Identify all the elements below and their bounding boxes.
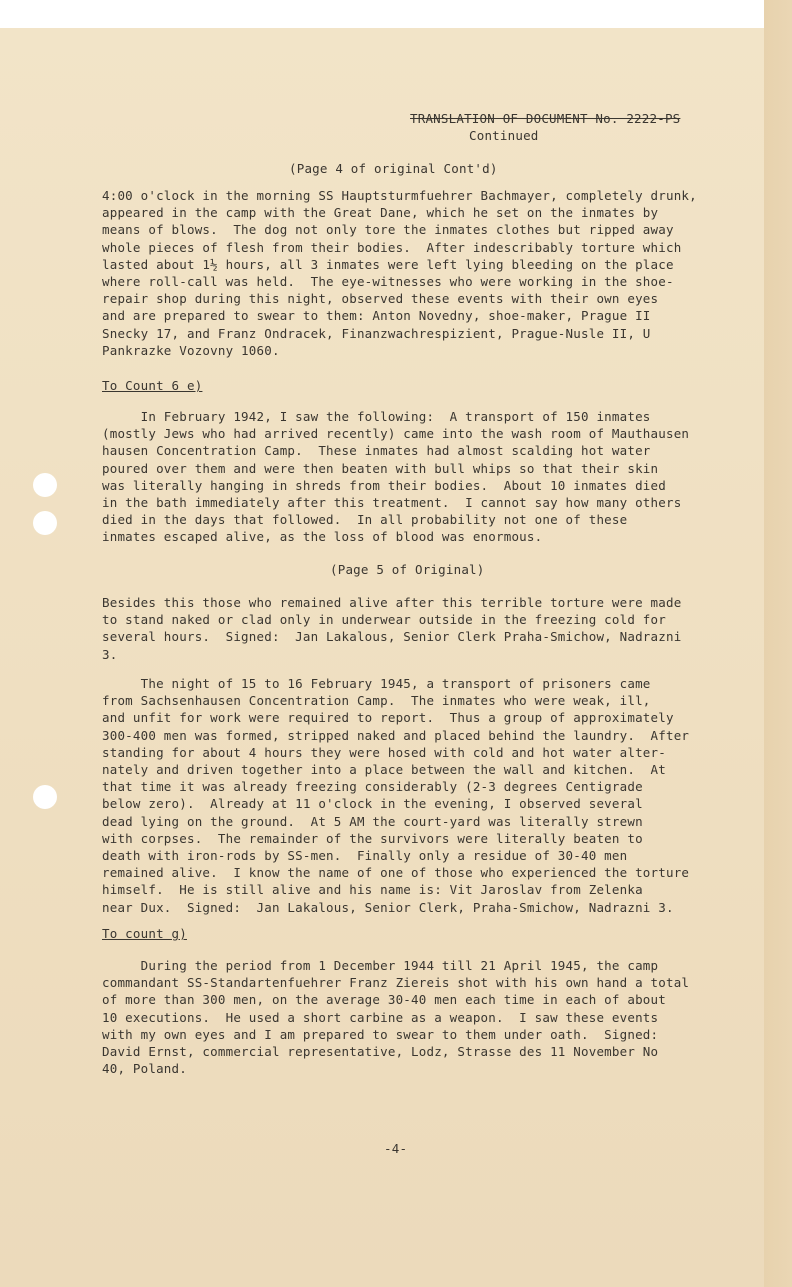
text-line: and are prepared to swear to them: Anton Novedny, shoe-maker, Prague II: [102, 308, 651, 324]
scan-right-margin: [764, 0, 792, 1287]
text-line: In February 1942, I saw the following: A transport of 150 inmates: [102, 409, 651, 424]
text-line: near Dux. Signed: Jan Lakalous, Senior Clerk, Praha-Smichow, Nadrazni 3.: [102, 899, 674, 915]
text-line: and unfit for work were required to report. Thus a group of approximately: [102, 710, 674, 726]
punch-hole: [33, 511, 57, 535]
text-line: 300-400 men was formed, stripped naked and placed behind the laundry. After: [102, 727, 690, 743]
text-line: of more than 300 men, on the average 30-40 men each time in each of about: [102, 992, 666, 1008]
text-line: means of blows. The dog not only tore the inmates clothes but ripped away: [102, 222, 674, 238]
text-line: from Sachsenhausen Concentration Camp. The inmates who were weak, ill,: [102, 693, 651, 709]
text-line: in the bath immediately after this treatment. I cannot say how many others: [102, 495, 682, 510]
text-line: The night of 15 to 16 February 1945, a transport of prisoners came: [102, 676, 651, 691]
text-line: repair shop during this night, observed these events with their own eyes: [102, 291, 659, 307]
text-line: died in the days that followed. In all probability not one of these: [102, 512, 628, 528]
text-line: standing for about 4 hours they were hosed with cold and hot water alter-: [102, 744, 666, 760]
section-heading: To Count 6 e): [102, 378, 203, 393]
document-title: TRANSLATION OF DOCUMENT No. 2222-PS: [410, 111, 681, 126]
text-line: 40, Poland.: [102, 1061, 187, 1077]
text-line: dead lying on the ground. At 5 AM the court-yard was literally strewn: [102, 813, 643, 829]
text-line: Besides this those who remained alive after this terrible torture were made: [102, 595, 682, 610]
text-line: 3.: [102, 646, 118, 662]
text-line: where roll-call was held. The eye-witnesses who were working in the shoe-: [102, 274, 674, 289]
text-line: remained alive. I know the name of one of those who experienced the torture: [102, 865, 690, 881]
document-continued: Continued: [469, 128, 539, 143]
text-line: commandant SS-Standartenfuehrer Franz Ziereis shot with his own hand a total: [102, 975, 690, 991]
scan-top-margin: [0, 0, 792, 28]
text-line: Pankrazke Vozovny 1060.: [102, 342, 280, 358]
page-note: (Page 5 of Original): [330, 562, 485, 577]
text-line: nately and driven together into a place between the wall and kitchen. At: [102, 762, 666, 777]
text-line: David Ernst, commercial representative, Lodz, Strasse des 11 November No: [102, 1044, 659, 1059]
text-line: below zero). Already at 11 o'clock in the evening, I observed several: [102, 796, 643, 812]
text-line: whole pieces of flesh from their bodies. After indescribably torture which: [102, 239, 682, 255]
text-line: several hours. Signed: Jan Lakalous, Senior Clerk Praha-Smichow, Nadrazni: [102, 629, 682, 645]
text-line: 10 executions. He used a short carbine as a weapon. I saw these events: [102, 1009, 659, 1025]
text-line: appeared in the camp with the Great Dane, which he set on the inmates by: [102, 205, 659, 221]
text-line: with corpses. The remainder of the survivors were literally beaten to: [102, 830, 643, 846]
text-line: poured over them and were then beaten with bull whips so that their skin: [102, 460, 659, 476]
text-line: to stand naked or clad only in underwear outside in the freezing cold for: [102, 612, 666, 628]
text-line: death with iron-rods by SS-men. Finally only a residue of 30-40 men: [102, 848, 628, 863]
punch-hole: [33, 473, 57, 497]
page-note: (Page 4 of original Cont'd): [289, 161, 498, 176]
section-heading: To count g): [102, 926, 187, 941]
text-line: himself. He is still alive and his name is: Vit Jaroslav from Zelenka: [102, 882, 643, 898]
text-line: Snecky 17, and Franz Ondracek, Finanzwachrespizient, Prague-Nusle II, U: [102, 325, 651, 341]
text-line: with my own eyes and I am prepared to swear to them under oath. Signed:: [102, 1026, 659, 1042]
text-line: hausen Concentration Camp. These inmates had almost scalding hot water: [102, 443, 651, 459]
text-line: was literally hanging in shreds from their bodies. About 10 inmates died: [102, 477, 666, 493]
text-line: During the period from 1 December 1944 till 21 April 1945, the camp: [102, 958, 659, 973]
page-number: -4-: [384, 1141, 408, 1156]
text-line: (mostly Jews who had arrived recently) came into the wash room of Mauthausen: [102, 426, 690, 442]
text-line: 4:00 o'clock in the morning SS Hauptsturmfuehrer Bachmayer, completely drunk,: [102, 188, 697, 203]
text-line: lasted about 1½ hours, all 3 inmates were left lying bleeding on the place: [102, 256, 674, 272]
punch-hole: [33, 785, 57, 809]
text-line: that time it was already freezing considerably (2-3 degrees Centigrade: [102, 779, 643, 795]
text-line: inmates escaped alive, as the loss of blood was enormous.: [102, 529, 543, 545]
